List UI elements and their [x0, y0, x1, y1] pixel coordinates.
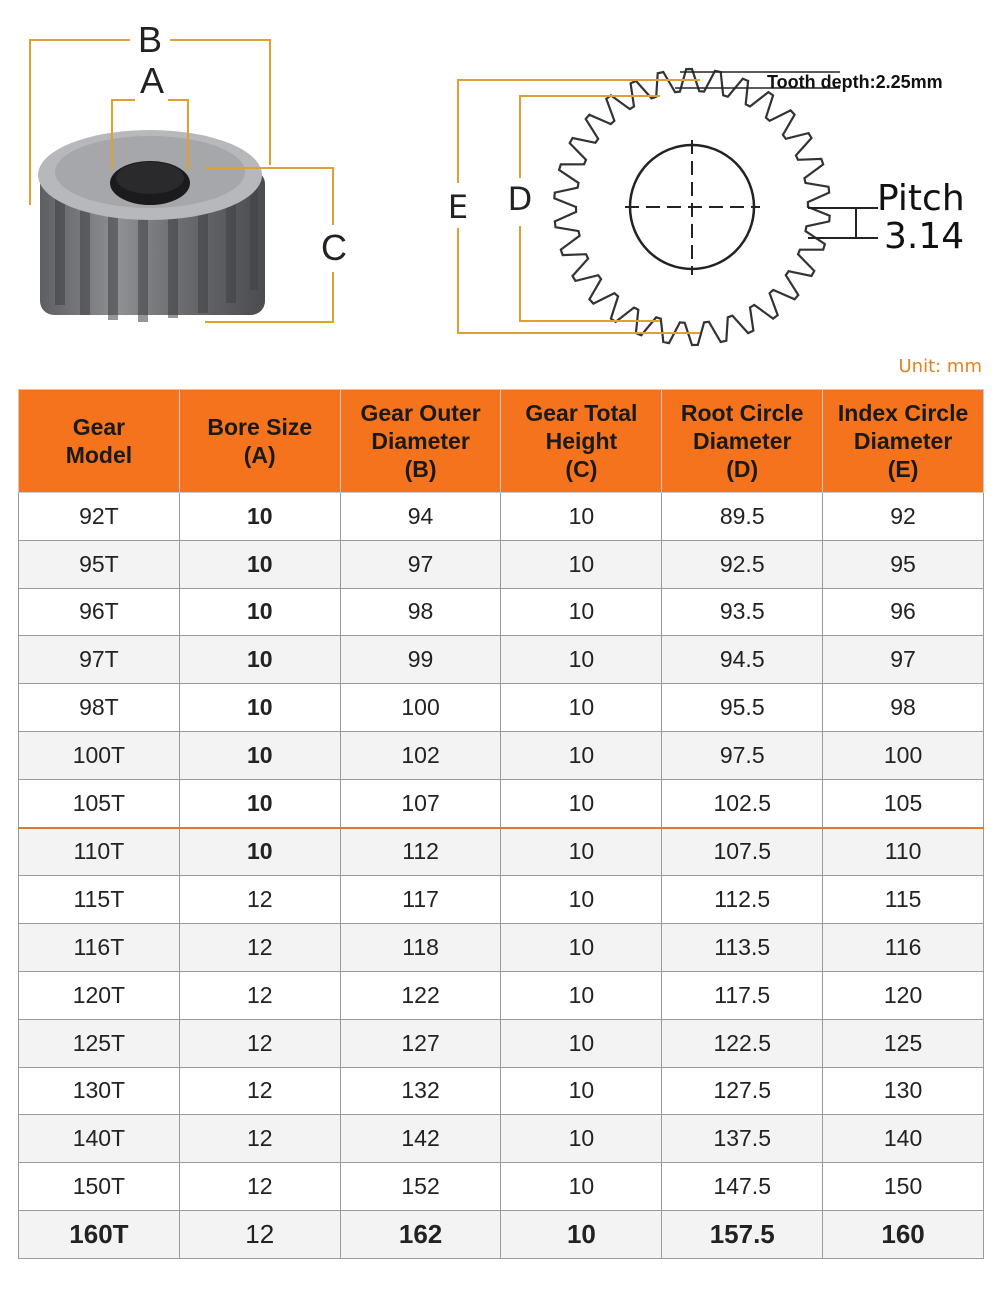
table-cell: 12	[179, 971, 340, 1019]
table-cell: 100	[823, 731, 984, 779]
label-a: A	[139, 60, 165, 101]
table-cell: 115T	[19, 876, 180, 924]
table-cell: 107	[340, 779, 501, 827]
table-row	[19, 1115, 984, 1163]
table-cell: 116T	[19, 924, 180, 972]
gear-outline-drawing	[554, 69, 829, 345]
table-cell: 10	[179, 731, 340, 779]
table-cell: 100T	[19, 731, 180, 779]
table-cell: 117.5	[662, 971, 823, 1019]
table-cell: 157.5	[662, 1210, 823, 1258]
unit-label: Unit: mm	[898, 356, 982, 377]
table-row	[19, 971, 984, 1019]
table-row	[19, 684, 984, 732]
table-cell: 12	[179, 1115, 340, 1163]
table-cell: 94	[340, 493, 501, 541]
header-total-height: Gear Total Height (C)	[501, 390, 662, 493]
table-cell: 162	[340, 1210, 501, 1258]
table-cell: 97	[823, 636, 984, 684]
table-cell: 92	[823, 493, 984, 541]
table-cell: 98	[340, 588, 501, 636]
table-row	[19, 540, 984, 588]
gear-spec-table	[18, 389, 984, 1259]
table-cell: 10	[179, 828, 340, 876]
table-cell: 92T	[19, 493, 180, 541]
table-cell: 97.5	[662, 731, 823, 779]
table-cell: 118	[340, 924, 501, 972]
gear-diagrams	[0, 0, 1000, 385]
table-cell: 10	[501, 1210, 662, 1258]
table-row	[19, 731, 984, 779]
header-outer-diameter: Gear Outer Diameter (B)	[340, 390, 501, 493]
table-cell: 10	[501, 1067, 662, 1115]
table-cell: 100	[340, 684, 501, 732]
table-cell: 147.5	[662, 1163, 823, 1211]
table-cell: 12	[179, 1019, 340, 1067]
table-cell: 89.5	[662, 493, 823, 541]
table-cell: 99	[340, 636, 501, 684]
table-row	[19, 828, 984, 876]
table-cell: 122.5	[662, 1019, 823, 1067]
table-cell: 10	[179, 636, 340, 684]
table-row	[19, 1210, 984, 1258]
table-cell: 10	[501, 924, 662, 972]
header-index-circle: Index Circle Diameter (E)	[823, 390, 984, 493]
table-cell: 95.5	[662, 684, 823, 732]
table-cell: 120T	[19, 971, 180, 1019]
table-cell: 10	[501, 540, 662, 588]
table-cell: 102	[340, 731, 501, 779]
header-root-circle: Root Circle Diameter (D)	[662, 390, 823, 493]
header-gear-model: Gear Model	[19, 390, 180, 493]
table-cell: 12	[179, 1210, 340, 1258]
table-cell: 125T	[19, 1019, 180, 1067]
table-cell: 112	[340, 828, 501, 876]
table-cell: 115	[823, 876, 984, 924]
table-cell: 10	[179, 540, 340, 588]
tooth-depth-label: Tooth depth:2.25mm	[767, 72, 943, 92]
table-cell: 10	[501, 828, 662, 876]
table-header-row	[19, 390, 984, 493]
table-cell: 122	[340, 971, 501, 1019]
label-e: E	[447, 188, 469, 226]
table-cell: 12	[179, 924, 340, 972]
drawing-dimension-lines	[458, 80, 700, 333]
table-cell: 140	[823, 1115, 984, 1163]
table-cell: 10	[501, 684, 662, 732]
table-row	[19, 779, 984, 827]
table-cell: 10	[179, 493, 340, 541]
table-cell: 12	[179, 1067, 340, 1115]
table-cell: 97	[340, 540, 501, 588]
table-cell: 132	[340, 1067, 501, 1115]
table-cell: 130T	[19, 1067, 180, 1115]
table-cell: 10	[179, 684, 340, 732]
table-row	[19, 924, 984, 972]
table-cell: 96	[823, 588, 984, 636]
table-cell: 10	[501, 779, 662, 827]
table-cell: 110	[823, 828, 984, 876]
table-cell: 127.5	[662, 1067, 823, 1115]
table-row	[19, 1163, 984, 1211]
table-cell: 10	[501, 1115, 662, 1163]
pitch-value: 3.14	[884, 216, 965, 257]
table-cell: 95T	[19, 540, 180, 588]
table-cell: 10	[501, 971, 662, 1019]
table-row	[19, 1067, 984, 1115]
table-cell: 97T	[19, 636, 180, 684]
table-cell: 96T	[19, 588, 180, 636]
table-body	[19, 493, 984, 1259]
table-row	[19, 588, 984, 636]
table-cell: 120	[823, 971, 984, 1019]
table-cell: 10	[501, 493, 662, 541]
table-cell: 113.5	[662, 924, 823, 972]
table-cell: 125	[823, 1019, 984, 1067]
table-cell: 105	[823, 779, 984, 827]
table-cell: 105T	[19, 779, 180, 827]
table-cell: 10	[501, 1163, 662, 1211]
table-cell: 152	[340, 1163, 501, 1211]
table-cell: 94.5	[662, 636, 823, 684]
table-cell: 10	[501, 731, 662, 779]
header-bore-size: Bore Size (A)	[179, 390, 340, 493]
table-cell: 107.5	[662, 828, 823, 876]
table-cell: 110T	[19, 828, 180, 876]
table-row	[19, 636, 984, 684]
table-cell: 102.5	[662, 779, 823, 827]
gear-photo	[38, 130, 265, 322]
table-cell: 137.5	[662, 1115, 823, 1163]
table-cell: 10	[179, 779, 340, 827]
table-cell: 10	[179, 588, 340, 636]
table-cell: 160	[823, 1210, 984, 1258]
table-row	[19, 493, 984, 541]
table-cell: 12	[179, 876, 340, 924]
table-cell: 92.5	[662, 540, 823, 588]
table-cell: 95	[823, 540, 984, 588]
label-b: B	[137, 19, 163, 60]
table-cell: 12	[179, 1163, 340, 1211]
table-cell: 93.5	[662, 588, 823, 636]
table-cell: 160T	[19, 1210, 180, 1258]
table-row	[19, 876, 984, 924]
table-cell: 142	[340, 1115, 501, 1163]
label-c: C	[321, 227, 347, 268]
table-cell: 10	[501, 636, 662, 684]
gear-diagram-svg	[0, 0, 1000, 385]
table-cell: 130	[823, 1067, 984, 1115]
table-cell: 10	[501, 588, 662, 636]
table-cell: 98T	[19, 684, 180, 732]
table-cell: 150	[823, 1163, 984, 1211]
table-cell: 150T	[19, 1163, 180, 1211]
table-cell: 10	[501, 1019, 662, 1067]
table-cell: 140T	[19, 1115, 180, 1163]
table-cell: 98	[823, 684, 984, 732]
table-row	[19, 1019, 984, 1067]
table-cell: 117	[340, 876, 501, 924]
table-cell: 10	[501, 876, 662, 924]
table-cell: 127	[340, 1019, 501, 1067]
table-cell: 116	[823, 924, 984, 972]
pitch-label: Pitch	[877, 178, 965, 219]
label-d: D	[507, 180, 533, 218]
table-cell: 112.5	[662, 876, 823, 924]
